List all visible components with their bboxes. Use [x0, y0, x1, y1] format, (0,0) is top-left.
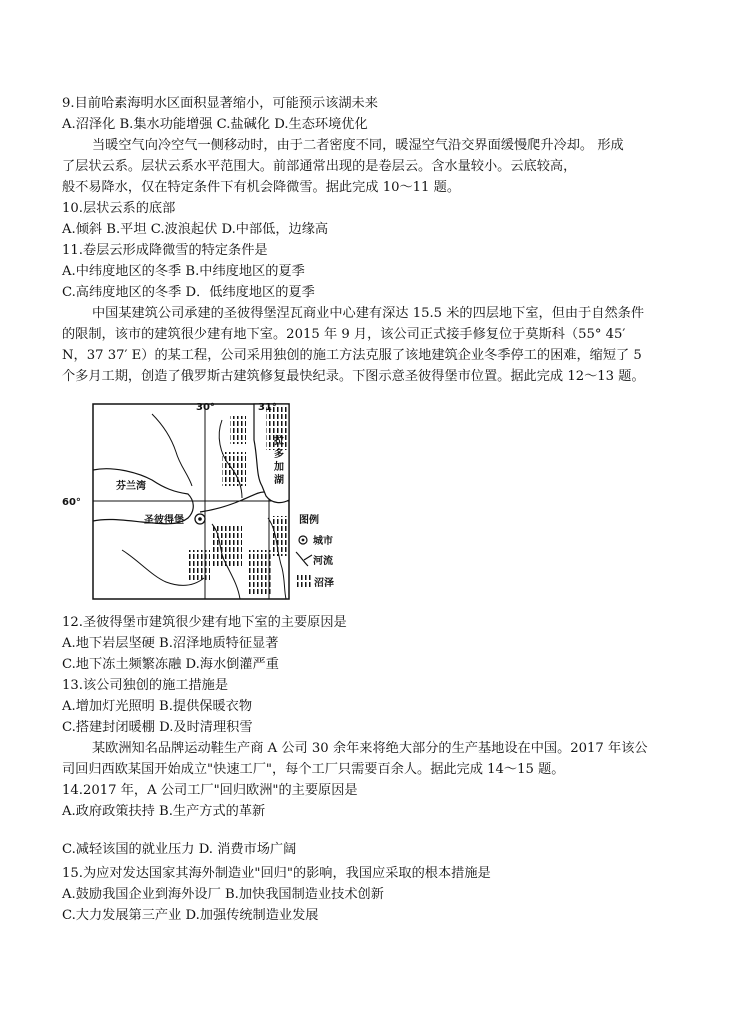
q15-options-2: C.大力发展第三产业 D.加强传统制造业发展 [62, 908, 319, 923]
swamp-area [188, 550, 210, 580]
city-label: 圣彼得堡 [144, 515, 184, 526]
lake-label-char: 拉 [274, 436, 284, 447]
q14-options-1: A.政府政策扶持 B.生产方式的革新 [62, 804, 266, 819]
legend-swamp-icon [297, 575, 313, 587]
legend-river-icon [296, 552, 312, 566]
passage1-line2: 了层状云系。层状云系水平范围大。前部通常出现的是卷层云。含水量较小。云底较高， [62, 159, 577, 174]
q14-options-2: C.减轻该国的就业压力 D. 消费市场广阔 [62, 842, 297, 857]
q13-options-1: A.增加灯光照明 B.提供保暖衣物 [62, 699, 253, 714]
q9-stem: 9.目前哈素海明水区面积显著缩小，可能预示该湖未来 [62, 96, 378, 111]
legend-swamp-label: 沼泽 [314, 578, 334, 589]
gulf-label: 芬兰湾 [116, 481, 146, 492]
swamp-area [222, 452, 246, 486]
q11-options-2: C.高纬度地区的冬季 D．低纬度地区的夏季 [62, 285, 315, 300]
q13-options-2: C.搭建封闭暖棚 D.及时清理积雪 [62, 720, 253, 735]
lon-label-30: 30° [196, 402, 215, 413]
passage2-line1: 中国某建筑公司承建的圣彼得堡涅瓦商业中心建有深达 15.5 米的四层地下室，但由于自然条件 [92, 306, 645, 321]
q12-options-2: C.地下冻土频繁冻融 D.海水倒灌严重 [62, 657, 279, 672]
swamp-area [272, 516, 287, 556]
swamp-area [230, 416, 246, 444]
city-marker-dot [198, 517, 202, 521]
lake-label-char: 加 [274, 462, 284, 473]
swamp-area [212, 526, 242, 566]
q10-stem: 10.层状云系的底部 [62, 201, 176, 216]
q11-stem: 11.卷层云形成降微雪的特定条件是 [62, 243, 268, 258]
passage3-line1: 某欧洲知名品牌运动鞋生产商 A 公司 30 余年来将绝大部分的生产基地设在中国。2017 年该公 [92, 741, 648, 756]
q15-options-1: A.鼓励我国企业到海外设厂 B.加快我国制造业技术创新 [62, 887, 384, 902]
passage2-line3: N，37 37′ E）的某工程，公司采用独创的施工方法克服了该地建筑企业冬季停工的困难，缩短了 5 [62, 348, 642, 363]
q12-stem: 12.圣彼得堡市建筑很少建有地下室的主要原因是 [62, 615, 347, 630]
legend-river-label: 河流 [313, 556, 333, 567]
q9-options: A.沼泽化 B.集水功能增强 C.盐碱化 D.生态环境优化 [62, 117, 368, 132]
lat-label-60: 60° [62, 497, 81, 508]
legend-city-label: 城市 [313, 536, 333, 547]
lake-label-char: 湖 [274, 475, 284, 486]
st-petersburg-location-map [62, 400, 338, 603]
q14-stem: 14.2017 年，A 公司工厂"回归欧洲"的主要原因是 [62, 783, 358, 798]
legend-title: 图例 [299, 515, 319, 526]
lon-label-31: 31° [258, 402, 277, 413]
q11-options-1: A.中纬度地区的冬季 B.中纬度地区的夏季 [62, 264, 305, 279]
passage2-line2: 的限制，该市的建筑很少建有地下室。2015 年 9 月，该公司正式接手修复位于莫斯科（55° 45′ [62, 327, 626, 342]
swamp-area [248, 550, 272, 594]
legend-city-dot [302, 539, 305, 542]
q13-stem: 13.该公司独创的施工措施是 [62, 678, 229, 693]
passage1-line1: 当暖空气向冷空气一侧移动时，由于二者密度不同，暖湿空气沿交界面缓慢爬升冷却。 形成 [92, 138, 624, 153]
passage3-line2: 司回归西欧某国开始成立"快速工厂"，每个工厂只需要百余人。据此完成 14～15 题。 [62, 762, 565, 777]
q15-stem: 15.为应对发达国家其海外制造业"回归"的影响，我国应采取的根本措施是 [62, 866, 491, 881]
lake-label-char: 多 [274, 449, 284, 460]
passage1-line3: 般不易降水，仅在特定条件下有机会降微雪。据此完成 10～11 题。 [62, 180, 461, 195]
q10-options: A.倾斜 B.平坦 C.波浪起伏 D.中部低，边缘高 [62, 222, 329, 237]
q12-options-1: A.地下岩层坚硬 B.沼泽地质特征显著 [62, 636, 279, 651]
passage2-line4: 个多月工期，创造了俄罗斯古建筑修复最快纪录。下图示意圣彼得堡市位置。据此完成 12～13 题。 [62, 369, 645, 384]
